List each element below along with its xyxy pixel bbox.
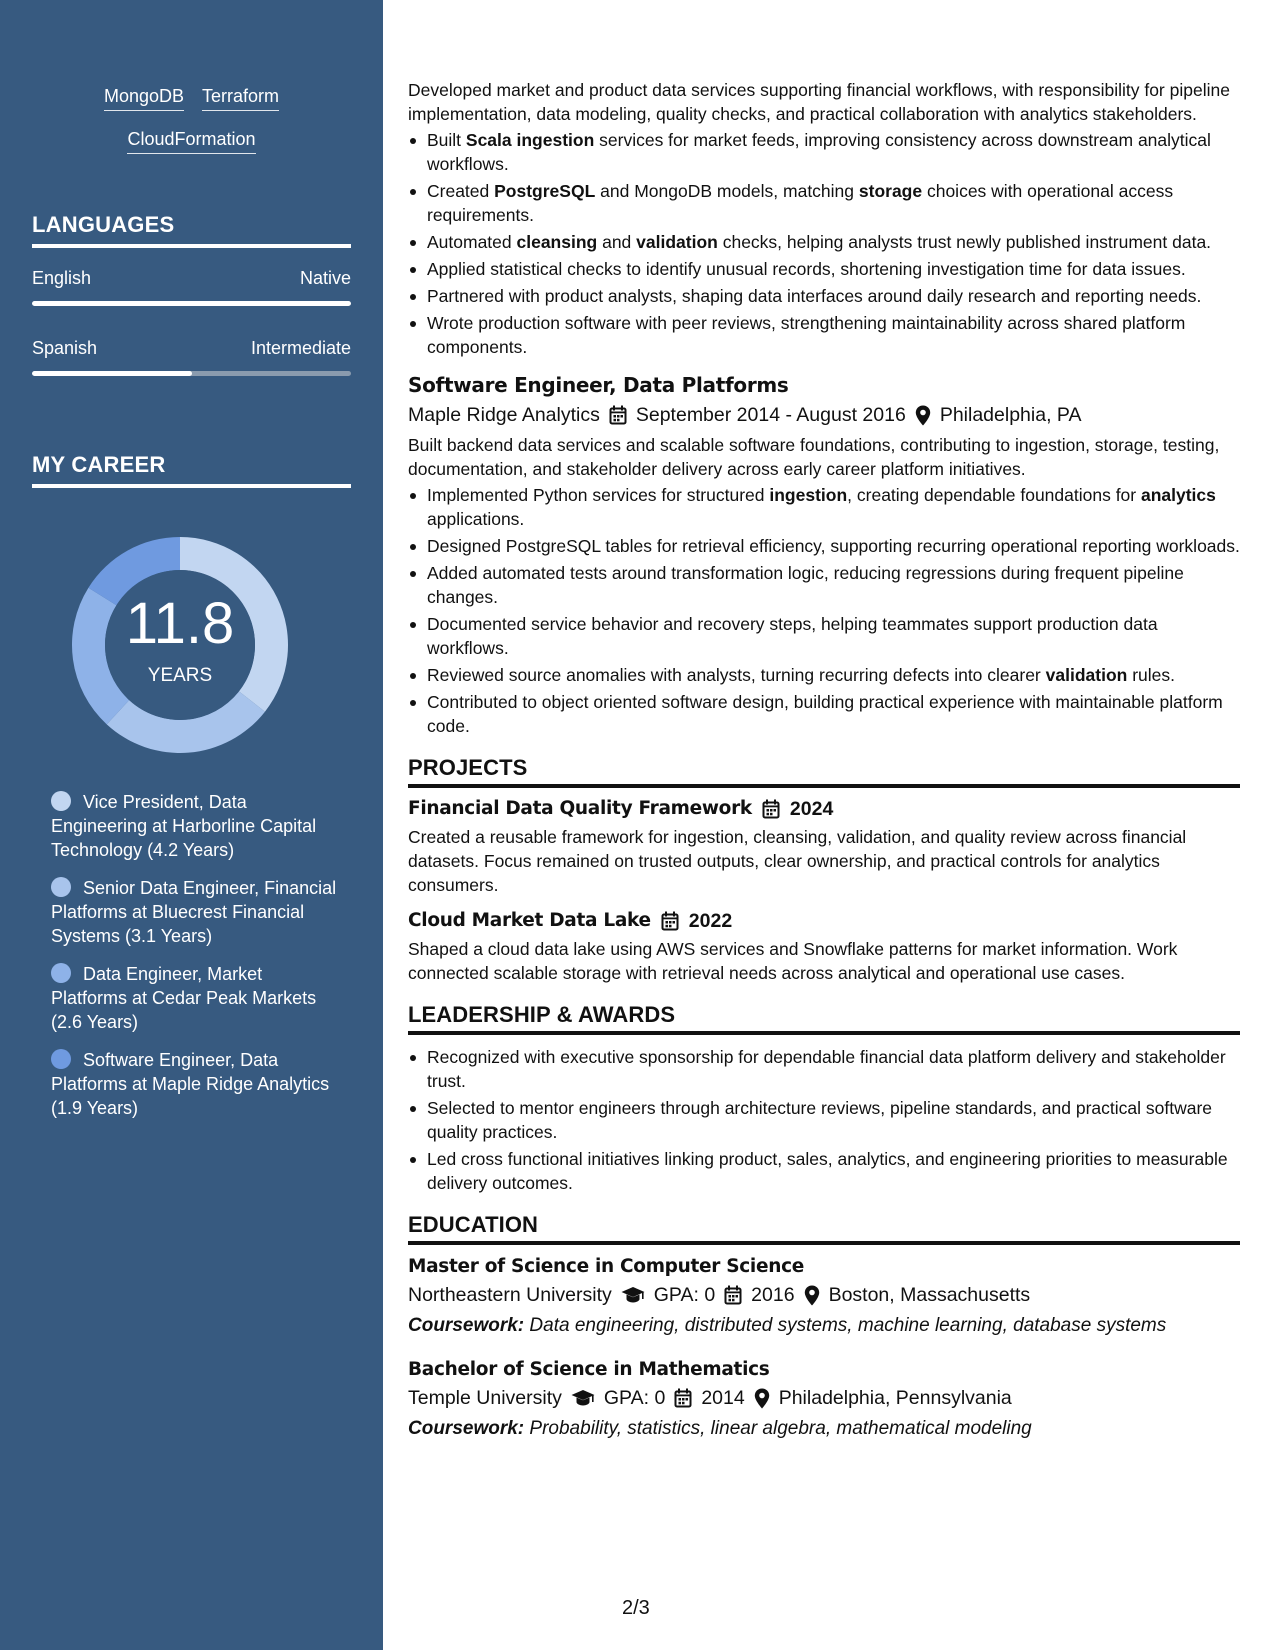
leadership-bullets bbox=[408, 1045, 1240, 1195]
bullet-item: Created PostgreSQL and MongoDB models, matching storage choices with operational access requirements. bbox=[408, 179, 1240, 227]
skills-tags bbox=[32, 86, 351, 172]
gpa: GPA: 0 bbox=[653, 1284, 716, 1306]
bullet-item: Contributed to object oriented software design, building practical experience with maintainable platform code. bbox=[408, 690, 1240, 738]
main-content bbox=[408, 78, 1240, 1441]
career-total-years: 11.8 bbox=[125, 591, 235, 656]
career-legend-item: Data Engineer, Market Platforms at Cedar Peak Markets (2.6 Years) bbox=[51, 964, 317, 1032]
skill-tag-mongodb[interactable]: MongoDB bbox=[104, 86, 184, 111]
education-heading: EDUCATION bbox=[408, 1213, 1240, 1245]
sidebar bbox=[0, 0, 383, 1650]
legend-dot-icon bbox=[51, 877, 71, 897]
bullet-item: Added automated tests around transformation logic, reducing regressions during frequent pipeline changes. bbox=[408, 561, 1240, 609]
graduation-year: 2014 bbox=[701, 1387, 745, 1409]
language-name: English bbox=[32, 268, 92, 288]
graduation-year: 2016 bbox=[751, 1284, 795, 1306]
project-description: Created a reusable framework for ingestion, cleansing, validation, and quality review across financial datasets. Focus remained on trusted outputs, clear ownership, and practical controls for analytics consumers. bbox=[408, 827, 1187, 895]
language-proficiency-bar bbox=[32, 371, 351, 376]
degree-title: Bachelor of Science in Mathematics bbox=[408, 1359, 770, 1380]
job-title: Software Engineer, Data Platforms bbox=[408, 373, 789, 397]
leadership-heading: LEADERSHIP & AWARDS bbox=[408, 1003, 1240, 1035]
project-title bbox=[408, 797, 1240, 821]
leadership-item: Selected to mentor engineers through architecture reviews, pipeline standards, and practical software quality practices. bbox=[408, 1096, 1240, 1144]
coursework bbox=[408, 1314, 1240, 1338]
legend-dot-icon bbox=[51, 1049, 71, 1069]
projects-heading: PROJECTS bbox=[408, 756, 1240, 788]
job-location: Philadelphia, PA bbox=[939, 404, 1082, 426]
school-name: Northeastern University bbox=[408, 1284, 612, 1306]
language-name: Spanish bbox=[32, 338, 98, 358]
job-meta bbox=[408, 403, 1240, 427]
project-description: Shaped a cloud data lake using AWS services and Snowflake patterns for market information. Work connected scalable storage with retrieval needs across analytical and operational use cases. bbox=[408, 939, 1178, 983]
job-summary: Built backend data services and scalable software foundations, contributing to ingestion, storage, testing, documentation, and stakeholder delivery across early career platform initiatives. bbox=[408, 435, 1220, 479]
career-legend-item: Vice President, Data Engineering at Harborline Capital Technology (4.2 Years) bbox=[51, 792, 317, 860]
skill-tag-terraform[interactable]: Terraform bbox=[202, 86, 279, 111]
coursework-list: Data engineering, distributed systems, machine learning, database systems bbox=[529, 1315, 1167, 1336]
calendar-icon bbox=[762, 799, 780, 819]
bullet-item: Designed PostgreSQL tables for retrieval efficiency, supporting recurring operational reporting workloads. bbox=[408, 534, 1240, 558]
bullet-item: Implemented Python services for structured ingestion, creating dependable foundations for analytics applications. bbox=[408, 483, 1240, 531]
school-location: Philadelphia, Pennsylvania bbox=[778, 1387, 1012, 1409]
bullet-item: Built Scala ingestion services for market feeds, improving consistency across downstream analytical workflows. bbox=[408, 128, 1240, 176]
language-proficiency-bar bbox=[32, 301, 351, 306]
career-legend-item: Software Engineer, Data Platforms at Maple Ridge Analytics (1.9 Years) bbox=[51, 1050, 330, 1118]
calendar-icon bbox=[724, 1285, 742, 1305]
language-spanish bbox=[32, 338, 351, 376]
education-meta bbox=[408, 1386, 1240, 1410]
coursework-label: Coursework: bbox=[408, 1315, 525, 1336]
leadership-item: Led cross functional initiatives linking product, sales, analytics, and engineering priorities to measurable delivery outcomes. bbox=[408, 1147, 1240, 1195]
coursework-label: Coursework: bbox=[408, 1418, 525, 1439]
coursework-list: Probability, statistics, linear algebra, mathematical modeling bbox=[529, 1418, 1032, 1439]
language-level: Intermediate bbox=[250, 338, 351, 358]
job-bullets bbox=[408, 483, 1240, 738]
leadership-item: Recognized with executive sponsorship for dependable financial data platform delivery and stakeholder trust. bbox=[408, 1045, 1240, 1093]
degree-title: Master of Science in Computer Science bbox=[408, 1256, 805, 1277]
project-name: Financial Data Quality Framework bbox=[408, 798, 752, 819]
company-name: Maple Ridge Analytics bbox=[408, 404, 600, 426]
coursework bbox=[408, 1417, 1240, 1441]
location-pin-icon bbox=[804, 1285, 820, 1306]
page-number: 2/3 bbox=[622, 1597, 650, 1619]
career-years-unit: YEARS bbox=[147, 665, 213, 686]
project-year: 2022 bbox=[688, 910, 733, 932]
school-location: Boston, Massachusetts bbox=[828, 1284, 1031, 1306]
location-pin-icon bbox=[915, 405, 931, 426]
school-name: Temple University bbox=[408, 1387, 562, 1409]
career-donut-chart bbox=[62, 527, 298, 763]
language-english bbox=[32, 268, 351, 306]
bullet-item: Partnered with product analysts, shaping data interfaces around daily research and reporting needs. bbox=[408, 284, 1240, 308]
languages-heading: LANGUAGES bbox=[32, 212, 351, 248]
bullet-item: Wrote production software with peer reviews, strengthening maintainability across shared platform components. bbox=[408, 311, 1240, 359]
project-title bbox=[408, 909, 1240, 933]
language-level: Native bbox=[299, 268, 351, 288]
job-bullets bbox=[408, 128, 1240, 359]
education-meta bbox=[408, 1283, 1240, 1307]
job-dates: September 2014 - August 2016 bbox=[635, 404, 906, 426]
legend-dot-icon bbox=[51, 963, 71, 983]
career-legend bbox=[51, 790, 341, 1134]
graduation-cap-icon bbox=[571, 1389, 595, 1407]
calendar-icon bbox=[674, 1388, 692, 1408]
career-legend-item: Senior Data Engineer, Financial Platforms at Bluecrest Financial Systems (3.1 Years) bbox=[51, 878, 337, 946]
bullet-item: Applied statistical checks to identify unusual records, shortening investigation time for data issues. bbox=[408, 257, 1240, 281]
bullet-item: Documented service behavior and recovery steps, helping teammates support production data workflows. bbox=[408, 612, 1240, 660]
legend-dot-icon bbox=[51, 791, 71, 811]
calendar-icon bbox=[609, 405, 627, 425]
project-year: 2024 bbox=[789, 798, 834, 820]
graduation-cap-icon bbox=[621, 1286, 645, 1304]
job-summary: Developed market and product data services supporting financial workflows, with responsibility for pipeline implementation, data modeling, quality checks, and practical collaboration with analytics stakeholders. bbox=[408, 80, 1230, 124]
location-pin-icon bbox=[754, 1388, 770, 1409]
my-career-heading: MY CAREER bbox=[32, 452, 351, 488]
calendar-icon bbox=[661, 911, 679, 931]
gpa: GPA: 0 bbox=[603, 1387, 666, 1409]
skill-tag-cloudformation[interactable]: CloudFormation bbox=[127, 129, 255, 154]
bullet-item: Automated cleansing and validation checks, helping analysts trust newly published instrument data. bbox=[408, 230, 1240, 254]
project-name: Cloud Market Data Lake bbox=[408, 910, 651, 931]
bullet-item: Reviewed source anomalies with analysts, turning recurring defects into clearer validation rules. bbox=[408, 663, 1240, 687]
